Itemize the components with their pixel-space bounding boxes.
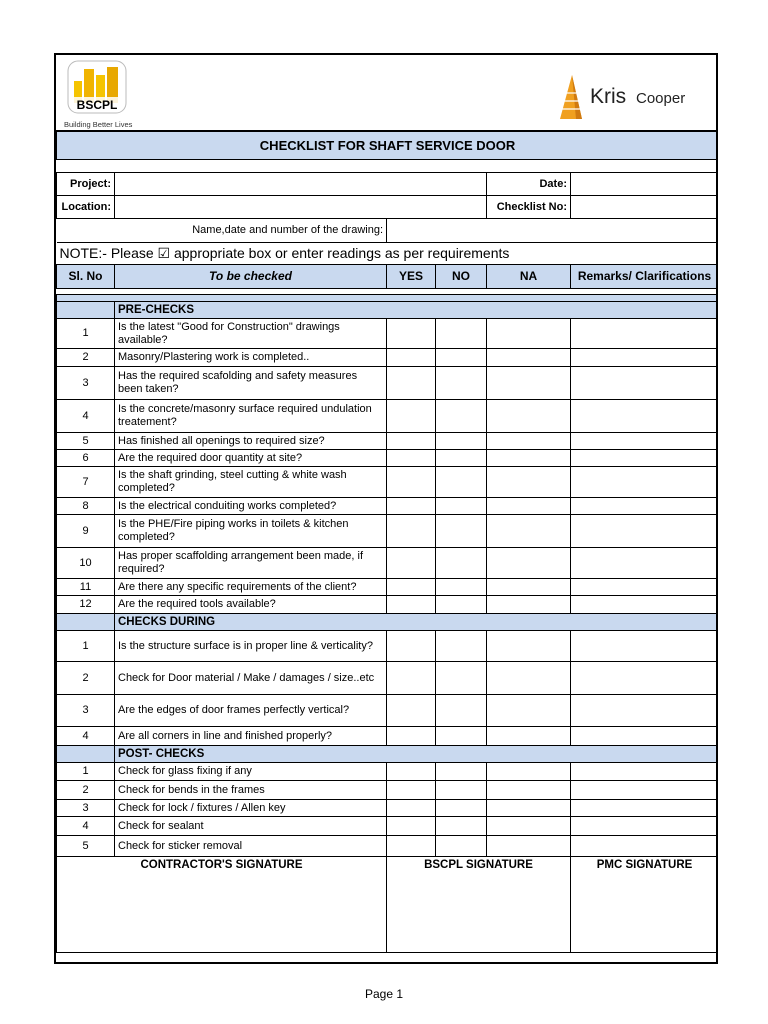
table-row: [57, 319, 719, 349]
na-cell[interactable]: [487, 763, 571, 781]
no-cell[interactable]: [436, 515, 487, 548]
yes-cell[interactable]: [387, 349, 436, 367]
yes-cell[interactable]: [387, 450, 436, 467]
checklist-no-field[interactable]: [571, 196, 719, 219]
contractor-signature[interactable]: CONTRACTOR'S SIGNATURE: [57, 857, 387, 953]
kris-cooper-logo: [552, 73, 702, 121]
location-field[interactable]: [115, 196, 487, 219]
item-number: 1: [57, 631, 115, 662]
item-number: 8: [57, 498, 115, 515]
item-text: Are the edges of door frames perfectly vertical?: [115, 695, 387, 727]
na-cell[interactable]: [487, 319, 571, 349]
item-number: 1: [57, 763, 115, 781]
section-title-pre-checks: PRE-CHECKS: [115, 302, 719, 319]
item-number: 6: [57, 450, 115, 467]
item-text: Are the required tools available?: [115, 596, 387, 614]
col-no: NO: [436, 265, 487, 289]
remarks-cell[interactable]: [571, 349, 719, 367]
item-number: 10: [57, 548, 115, 579]
remarks-cell[interactable]: [571, 579, 719, 596]
table-row: [57, 548, 719, 579]
remarks-cell[interactable]: [571, 433, 719, 450]
no-cell[interactable]: [436, 349, 487, 367]
date-label: Date:: [487, 173, 571, 196]
no-cell[interactable]: [436, 817, 487, 836]
na-cell[interactable]: [487, 800, 571, 817]
item-text: Are there any specific requirements of the client?: [115, 579, 387, 596]
table-row: [57, 781, 719, 800]
yes-cell[interactable]: [387, 433, 436, 450]
remarks-cell[interactable]: [571, 800, 719, 817]
col-na: NA: [487, 265, 571, 289]
yes-cell[interactable]: [387, 515, 436, 548]
yes-cell[interactable]: [387, 662, 436, 695]
remarks-cell[interactable]: [571, 450, 719, 467]
na-cell[interactable]: [487, 450, 571, 467]
item-number: 7: [57, 467, 115, 498]
remarks-cell[interactable]: [571, 631, 719, 662]
table-row: [57, 800, 719, 817]
na-cell[interactable]: [487, 548, 571, 579]
remarks-cell[interactable]: [571, 400, 719, 433]
item-text: Has proper scaffolding arrangement been made, if required?: [115, 548, 387, 579]
no-cell[interactable]: [436, 631, 487, 662]
no-cell[interactable]: [436, 836, 487, 857]
remarks-cell[interactable]: [571, 548, 719, 579]
na-cell[interactable]: [487, 433, 571, 450]
no-cell[interactable]: [436, 400, 487, 433]
table-row: [57, 367, 719, 400]
no-cell[interactable]: [436, 800, 487, 817]
item-text: Check for sticker removal: [115, 836, 387, 857]
remarks-cell[interactable]: [571, 727, 719, 746]
yes-cell[interactable]: [387, 800, 436, 817]
table-row: [57, 349, 719, 367]
table-row: [57, 579, 719, 596]
yes-cell[interactable]: [387, 817, 436, 836]
bscpl-tagline: Building Better Lives: [64, 120, 133, 129]
pmc-signature[interactable]: PMC SIGNATURE: [571, 857, 719, 953]
na-cell[interactable]: [487, 596, 571, 614]
item-number: 5: [57, 433, 115, 450]
bscpl-logo: [62, 59, 142, 129]
item-text: Check for bends in the frames: [115, 781, 387, 800]
no-cell[interactable]: [436, 450, 487, 467]
item-number: 1: [57, 319, 115, 349]
table-row: [57, 433, 719, 450]
yes-cell[interactable]: [387, 836, 436, 857]
yes-cell[interactable]: [387, 596, 436, 614]
na-cell[interactable]: [487, 695, 571, 727]
item-number: 3: [57, 367, 115, 400]
item-text: Is the electrical conduiting works completed?: [115, 498, 387, 515]
table-row: [57, 498, 719, 515]
item-number: 2: [57, 662, 115, 695]
item-number: 4: [57, 727, 115, 746]
na-cell[interactable]: [487, 400, 571, 433]
no-cell[interactable]: [436, 763, 487, 781]
col-yes: YES: [387, 265, 436, 289]
remarks-cell[interactable]: [571, 367, 719, 400]
item-text: Check for glass fixing if any: [115, 763, 387, 781]
table-row: [57, 631, 719, 662]
no-cell[interactable]: [436, 467, 487, 498]
na-cell[interactable]: [487, 631, 571, 662]
item-text: Has the required scafolding and safety measures been taken?: [115, 367, 387, 400]
remarks-cell[interactable]: [571, 515, 719, 548]
na-cell[interactable]: [487, 727, 571, 746]
no-cell[interactable]: [436, 596, 487, 614]
item-text: Check for Door material / Make / damages / size..etc: [115, 662, 387, 695]
item-text: Check for lock / fixtures / Allen key: [115, 800, 387, 817]
no-cell[interactable]: [436, 367, 487, 400]
item-text: Masonry/Plastering work is completed..: [115, 349, 387, 367]
table-row: [57, 596, 719, 614]
item-number: 4: [57, 400, 115, 433]
yes-cell[interactable]: [387, 467, 436, 498]
na-cell[interactable]: [487, 498, 571, 515]
section-title-post-checks: POST- CHECKS: [115, 746, 719, 763]
yes-cell[interactable]: [387, 781, 436, 800]
item-number: 2: [57, 349, 115, 367]
item-number: 4: [57, 817, 115, 836]
project-label: Project:: [57, 173, 115, 196]
note-text: NOTE:- Please ☑ appropriate box or enter readings as per requirements: [57, 243, 719, 265]
item-number: 12: [57, 596, 115, 614]
item-text: Is the PHE/Fire piping works in toilets & kitchen completed?: [115, 515, 387, 548]
na-cell[interactable]: [487, 515, 571, 548]
yes-cell[interactable]: [387, 579, 436, 596]
cooper-logo-text: Cooper: [636, 90, 686, 107]
yes-cell[interactable]: [387, 548, 436, 579]
table-row: [57, 467, 719, 498]
bscpl-signature[interactable]: BSCPL SIGNATURE: [387, 857, 571, 953]
no-cell[interactable]: [436, 662, 487, 695]
item-number: 3: [57, 695, 115, 727]
no-cell[interactable]: [436, 498, 487, 515]
item-text: Are all corners in line and finished properly?: [115, 727, 387, 746]
item-text: Are the required door quantity at site?: [115, 450, 387, 467]
no-cell[interactable]: [436, 695, 487, 727]
col-to-be-checked: To be checked: [115, 265, 387, 289]
table-row: [57, 763, 719, 781]
remarks-cell[interactable]: [571, 781, 719, 800]
table-row: [57, 450, 719, 467]
no-cell[interactable]: [436, 319, 487, 349]
kris-logo-text: Kris: [590, 85, 627, 108]
na-cell[interactable]: [487, 579, 571, 596]
drawing-label: Name,date and number of the drawing:: [57, 219, 387, 243]
yes-cell[interactable]: [387, 498, 436, 515]
yes-cell[interactable]: [387, 367, 436, 400]
location-label: Location:: [57, 196, 115, 219]
checklist-no-label: Checklist No:: [487, 196, 571, 219]
na-cell[interactable]: [487, 662, 571, 695]
no-cell[interactable]: [436, 548, 487, 579]
item-number: 3: [57, 800, 115, 817]
yes-cell[interactable]: [387, 727, 436, 746]
item-text: Is the latest "Good for Construction" drawings available?: [115, 319, 387, 349]
item-number: 11: [57, 579, 115, 596]
yes-cell[interactable]: [387, 763, 436, 781]
item-text: Is the shaft grinding, steel cutting & white wash completed?: [115, 467, 387, 498]
item-text: Has finished all openings to required size?: [115, 433, 387, 450]
remarks-cell[interactable]: [571, 596, 719, 614]
col-remarks: Remarks/ Clarifications: [571, 265, 719, 289]
item-text: Is the structure surface is in proper line & verticality?: [115, 631, 387, 662]
project-field[interactable]: [115, 173, 487, 196]
table-row: [57, 817, 719, 836]
na-cell[interactable]: [487, 349, 571, 367]
section-title-checks-during: CHECKS DURING: [115, 614, 719, 631]
no-cell[interactable]: [436, 579, 487, 596]
no-cell[interactable]: [436, 781, 487, 800]
date-field[interactable]: [571, 173, 719, 196]
table-row: [57, 695, 719, 727]
remarks-cell[interactable]: [571, 817, 719, 836]
remarks-cell[interactable]: [571, 467, 719, 498]
remarks-cell[interactable]: [571, 836, 719, 857]
item-text: Check for sealant: [115, 817, 387, 836]
table-row: [57, 400, 719, 433]
table-row: [57, 727, 719, 746]
no-cell[interactable]: [436, 433, 487, 450]
item-number: 2: [57, 781, 115, 800]
item-number: 5: [57, 836, 115, 857]
na-cell[interactable]: [487, 367, 571, 400]
col-sl-no: Sl. No: [57, 265, 115, 289]
na-cell[interactable]: [487, 836, 571, 857]
remarks-cell[interactable]: [571, 319, 719, 349]
page-title: CHECKLIST FOR SHAFT SERVICE DOOR: [57, 132, 719, 160]
yes-cell[interactable]: [387, 400, 436, 433]
item-number: 9: [57, 515, 115, 548]
table-row: [57, 515, 719, 548]
yes-cell[interactable]: [387, 695, 436, 727]
table-row: [57, 836, 719, 857]
bscpl-logo-text: BSCPL: [76, 98, 118, 112]
page-number: Page 1: [364, 987, 404, 1001]
no-cell[interactable]: [436, 727, 487, 746]
drawing-field[interactable]: [387, 219, 719, 243]
yes-cell[interactable]: [387, 319, 436, 349]
checklist-table: [56, 131, 718, 953]
yes-cell[interactable]: [387, 631, 436, 662]
na-cell[interactable]: [487, 467, 571, 498]
table-row: [57, 662, 719, 695]
remarks-cell[interactable]: [571, 763, 719, 781]
item-text: Is the concrete/masonry surface required undulation treatement?: [115, 400, 387, 433]
checklist-sheet: [54, 53, 718, 964]
remarks-cell[interactable]: [571, 695, 719, 727]
na-cell[interactable]: [487, 817, 571, 836]
header-band: [56, 55, 716, 131]
remarks-cell[interactable]: [571, 662, 719, 695]
remarks-cell[interactable]: [571, 498, 719, 515]
na-cell[interactable]: [487, 781, 571, 800]
